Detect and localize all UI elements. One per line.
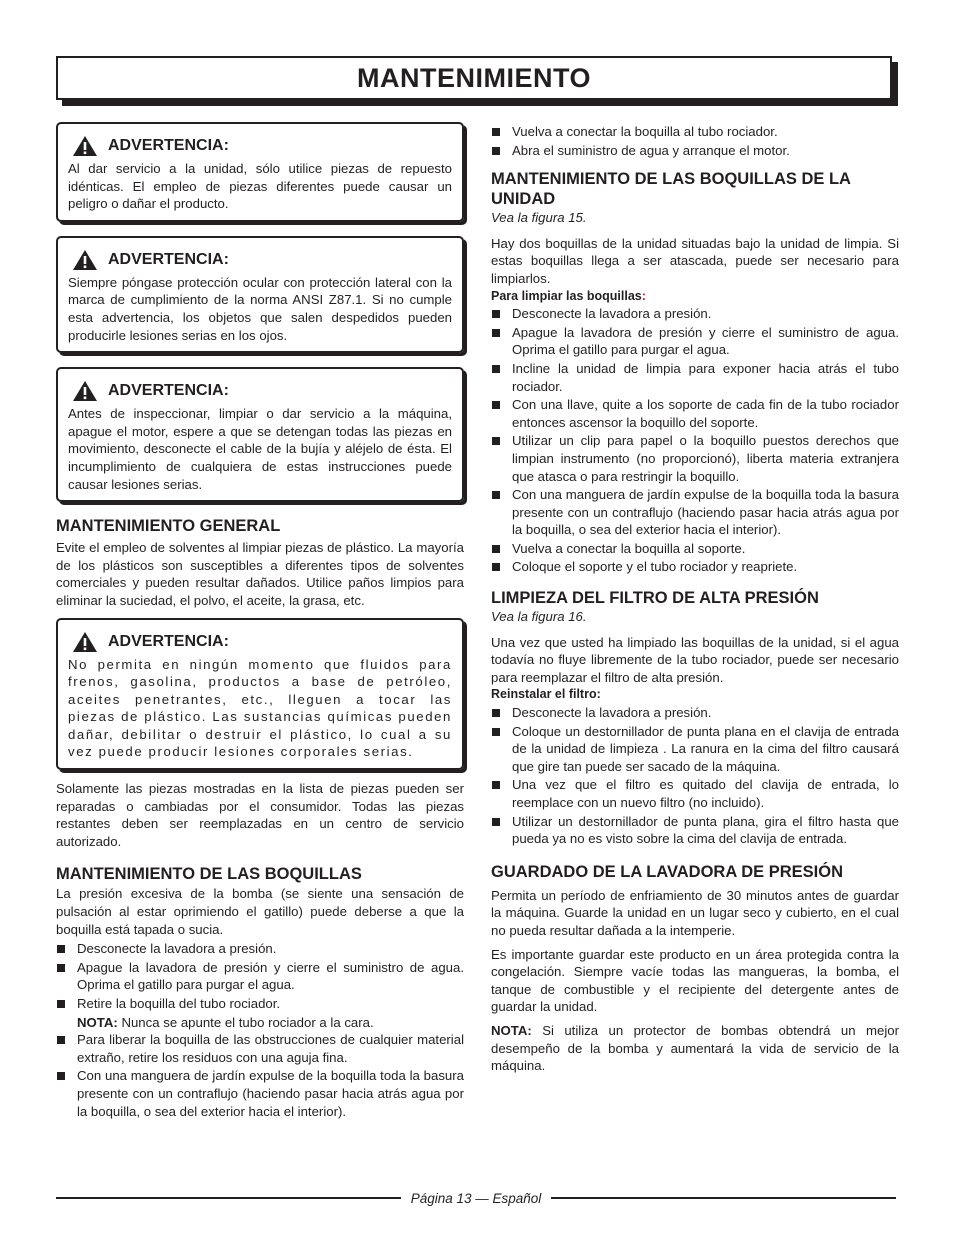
subheading-colon: :	[641, 288, 646, 303]
warning-text: Antes de inspeccionar, limpiar o dar servicio a la máquina, apague el motor, espere a que se detengan todas las piezas en movimiento, desconecte el cable de la bujía y aléjelo de ésta. El incumplimiento de cualquiera de estas instrucciones puede causar lesiones serias.	[68, 406, 452, 492]
warning-title: ADVERTENCIA:	[108, 137, 229, 155]
warning-text: Al dar servicio a la unidad, sólo utilice piezas de repuesto idénticas. El empleo de piezas diferentes puede causar un peligro o dañar el producto.	[68, 161, 452, 212]
warning-triangle-icon	[72, 380, 98, 402]
page-footer	[56, 1188, 896, 1208]
left-column	[56, 122, 464, 1121]
list-item: Desconecte la lavadora a presión.	[491, 704, 899, 722]
section-heading-boquillas: MANTENIMIENTO DE LAS BOQUILLAS	[56, 865, 362, 884]
section-heading-general: MANTENIMIENTO GENERAL	[56, 517, 281, 536]
list-item: Con una manguera de jardín expulse de la boquilla toda la basura presente con un contraflujo (haciendo pasar hacia atrás agua por la boquilla, o sea del exterior hacia el interior).	[491, 486, 899, 539]
section-heading-filtro: LIMPIEZA DEL FILTRO DE ALTA PRESIÓN	[491, 589, 819, 608]
guardado-paragraph-2: Es importante guardar este producto en un área protegida contra la congelación. Siempre vacíe todas las mangueras, la bomba, el tanque de combustible y el recipiente del detergente antes de guardar la unidad.	[491, 946, 899, 1015]
warning-header	[72, 380, 452, 402]
warning-triangle-icon	[72, 249, 98, 271]
note-text: Nunca se apunte el tubo rociador a la cara.	[117, 1014, 374, 1030]
subheading-text: Para limpiar las boquillas	[491, 288, 642, 303]
figure-reference: Vea la figura 16.	[491, 609, 587, 625]
warning-header	[72, 631, 452, 653]
unidad-list	[491, 305, 899, 576]
warning-title: ADVERTENCIA:	[108, 250, 229, 268]
section-heading-guardado: GUARDADO DE LA LAVADORA DE PRESIÓN	[491, 862, 844, 881]
note-label: NOTA:	[77, 1014, 118, 1030]
filtro-list	[491, 704, 899, 848]
page-title-box	[56, 56, 892, 100]
footer-rule-left	[56, 1197, 401, 1199]
warning-title: ADVERTENCIA:	[108, 382, 229, 400]
figure-reference: Vea la figura 15.	[491, 210, 587, 226]
warning-triangle-icon	[72, 135, 98, 157]
list-item: Para liberar la boquilla de las obstrucciones de cualquier material extraño, retire los residuos con una aguja fina.	[56, 1031, 464, 1066]
filtro-subheading: Reinstalar el filtro:	[491, 687, 601, 702]
page-title: MANTENIMIENTO	[357, 62, 591, 93]
list-item: Utilizar un clip para papel o la boquillo puestos derechos que limpian instrumento (no proporcionó), liberta materia extranjera que atasca o para restringir la boquillo.	[491, 432, 899, 485]
guardado-note	[491, 1022, 899, 1075]
list-item: Apague la lavadora de presión y cierre el suministro de agua. Oprima el gatillo para purgar el agua.	[56, 959, 464, 994]
guardado-paragraph-1: Permita un período de enfriamiento de 30 minutos antes de guardar la máquina. Guarde la unidad en un lugar seco y cubierto, en el cual no pueda resultar dañada a la intemperie.	[491, 887, 899, 938]
list-item: Desconecte la lavadora a presión.	[56, 940, 464, 958]
boquillas-note	[56, 1014, 464, 1032]
boquillas-list	[56, 940, 464, 1012]
warning-box-4	[56, 618, 464, 771]
warning-box-3	[56, 367, 464, 502]
list-item: Coloque el soporte y el tubo rociador y reapriete.	[491, 558, 899, 576]
warning-box-2	[56, 236, 464, 353]
warning-title: ADVERTENCIA:	[108, 632, 229, 650]
warning-header	[72, 135, 452, 157]
list-item: Apague la lavadora de presión y cierre el suministro de agua. Oprima el gatillo para purgar el agua.	[491, 324, 899, 359]
list-item: Abra el suministro de agua y arranque el motor.	[491, 142, 899, 160]
list-item: Incline la unidad de limpia para exponer hacia atrás el tubo rociador.	[491, 360, 899, 395]
warning-header	[72, 249, 452, 271]
footer-rule-right	[551, 1197, 896, 1199]
parts-paragraph: Solamente las piezas mostradas en la lista de piezas pueden ser reparadas o cambiadas por el consumidor. Todas las piezas restantes deben ser reemplazadas en un centro de servicio autorizado.	[56, 781, 464, 849]
unidad-paragraph: Hay dos boquillas de la unidad situadas bajo la unidad de limpia. Si estas boquillas llega a ser atascada, puede ser necesario para limpiarlos.	[491, 235, 899, 286]
list-item: Con una manguera de jardín expulse de la boquilla toda la basura presente con un contraflujo (haciendo pasar hacia atrás agua por la boquilla, o sea del exterior hacia el interior).	[56, 1067, 464, 1120]
list-item: Vuelva a conectar la boquilla al tubo rociador.	[491, 123, 899, 141]
warning-text: No permita en ningún momento que fluidos para frenos, gasolina, productos a base de petróleo, aceites penetrantes, etc., lleguen a tocar las piezas de plástico. Las sustancias químicas pueden dañar, debilitar o destruir el plástico, lo cual a su vez puede producir lesiones corporales serias.	[68, 656, 452, 760]
unidad-subheading	[491, 288, 899, 306]
list-item: Retire la boquilla del tubo rociador.	[56, 995, 464, 1013]
list-item: Con una llave, quite a los soporte de cada fin de la tubo rociador entonces ascensor la boquillo del soporte.	[491, 396, 899, 431]
note-label: NOTA:	[491, 1022, 532, 1038]
general-paragraph: Evite el empleo de solventes al limpiar piezas de plástico. La mayoría de los plásticos son susceptibles a diferentes tipos de solventes comerciales y pueden resultar dañados. Utilice paños limpios para eliminar la suciedad, el polvo, el aceite, la grasa, etc.	[56, 540, 464, 608]
list-item: Vuelva a conectar la boquilla al soporte.	[491, 540, 899, 558]
footer-text: Página 13 — Español	[410, 1190, 542, 1206]
boquillas-paragraph: La presión excesiva de la bomba (se siente una sensación de pulsación al estar oprimiendo el gatillo) puede deberse a que la boquilla está tapada o sucia.	[56, 886, 464, 937]
warning-triangle-icon	[72, 631, 98, 653]
boquillas-list-3	[491, 123, 899, 159]
note-text: Si utiliza un protector de bombas obtendrá un mejor desempeño de la bomba y aumentará la vida de servicio de la máquina.	[491, 1022, 899, 1074]
list-item: Una vez que el filtro es quitado del clavija de entrada, lo reemplace con un nuevo filtro (no incluido).	[491, 776, 899, 811]
boquillas-list-2	[56, 1031, 464, 1120]
warning-box-1	[56, 122, 464, 222]
list-item: Coloque un destornillador de punta plana en el clavija de entrada de la unidad de limpieza . La ranura en la cima del filtro causará que gire tan puede ser sacado de la máquina.	[491, 723, 899, 776]
section-heading-unidad: MANTENIMIENTO DE LAS BOQUILLAS DE LA UNIDAD	[491, 170, 851, 209]
warning-text: Siempre póngase protección ocular con protección lateral con la marca de cumplimiento de la norma ANSI Z87.1. Si no cumple esta advertencia, los objetos que salen despedidos pueden producirle lesiones serias en los ojos.	[68, 274, 452, 343]
filtro-paragraph: Una vez que usted ha limpiado las boquillas de la unidad, si el agua todavía no fluye libremente de la tubo rociador, puede ser necesario para reemplazar el filtro de alta presión.	[491, 634, 899, 685]
list-item: Utilizar un destornillador de punta plana, gira el filtro hasta que pueda ya no es visto sobre la cima del clavija de entrada.	[491, 813, 899, 848]
list-item: Desconecte la lavadora a presión.	[491, 305, 899, 323]
right-column	[491, 123, 899, 1075]
